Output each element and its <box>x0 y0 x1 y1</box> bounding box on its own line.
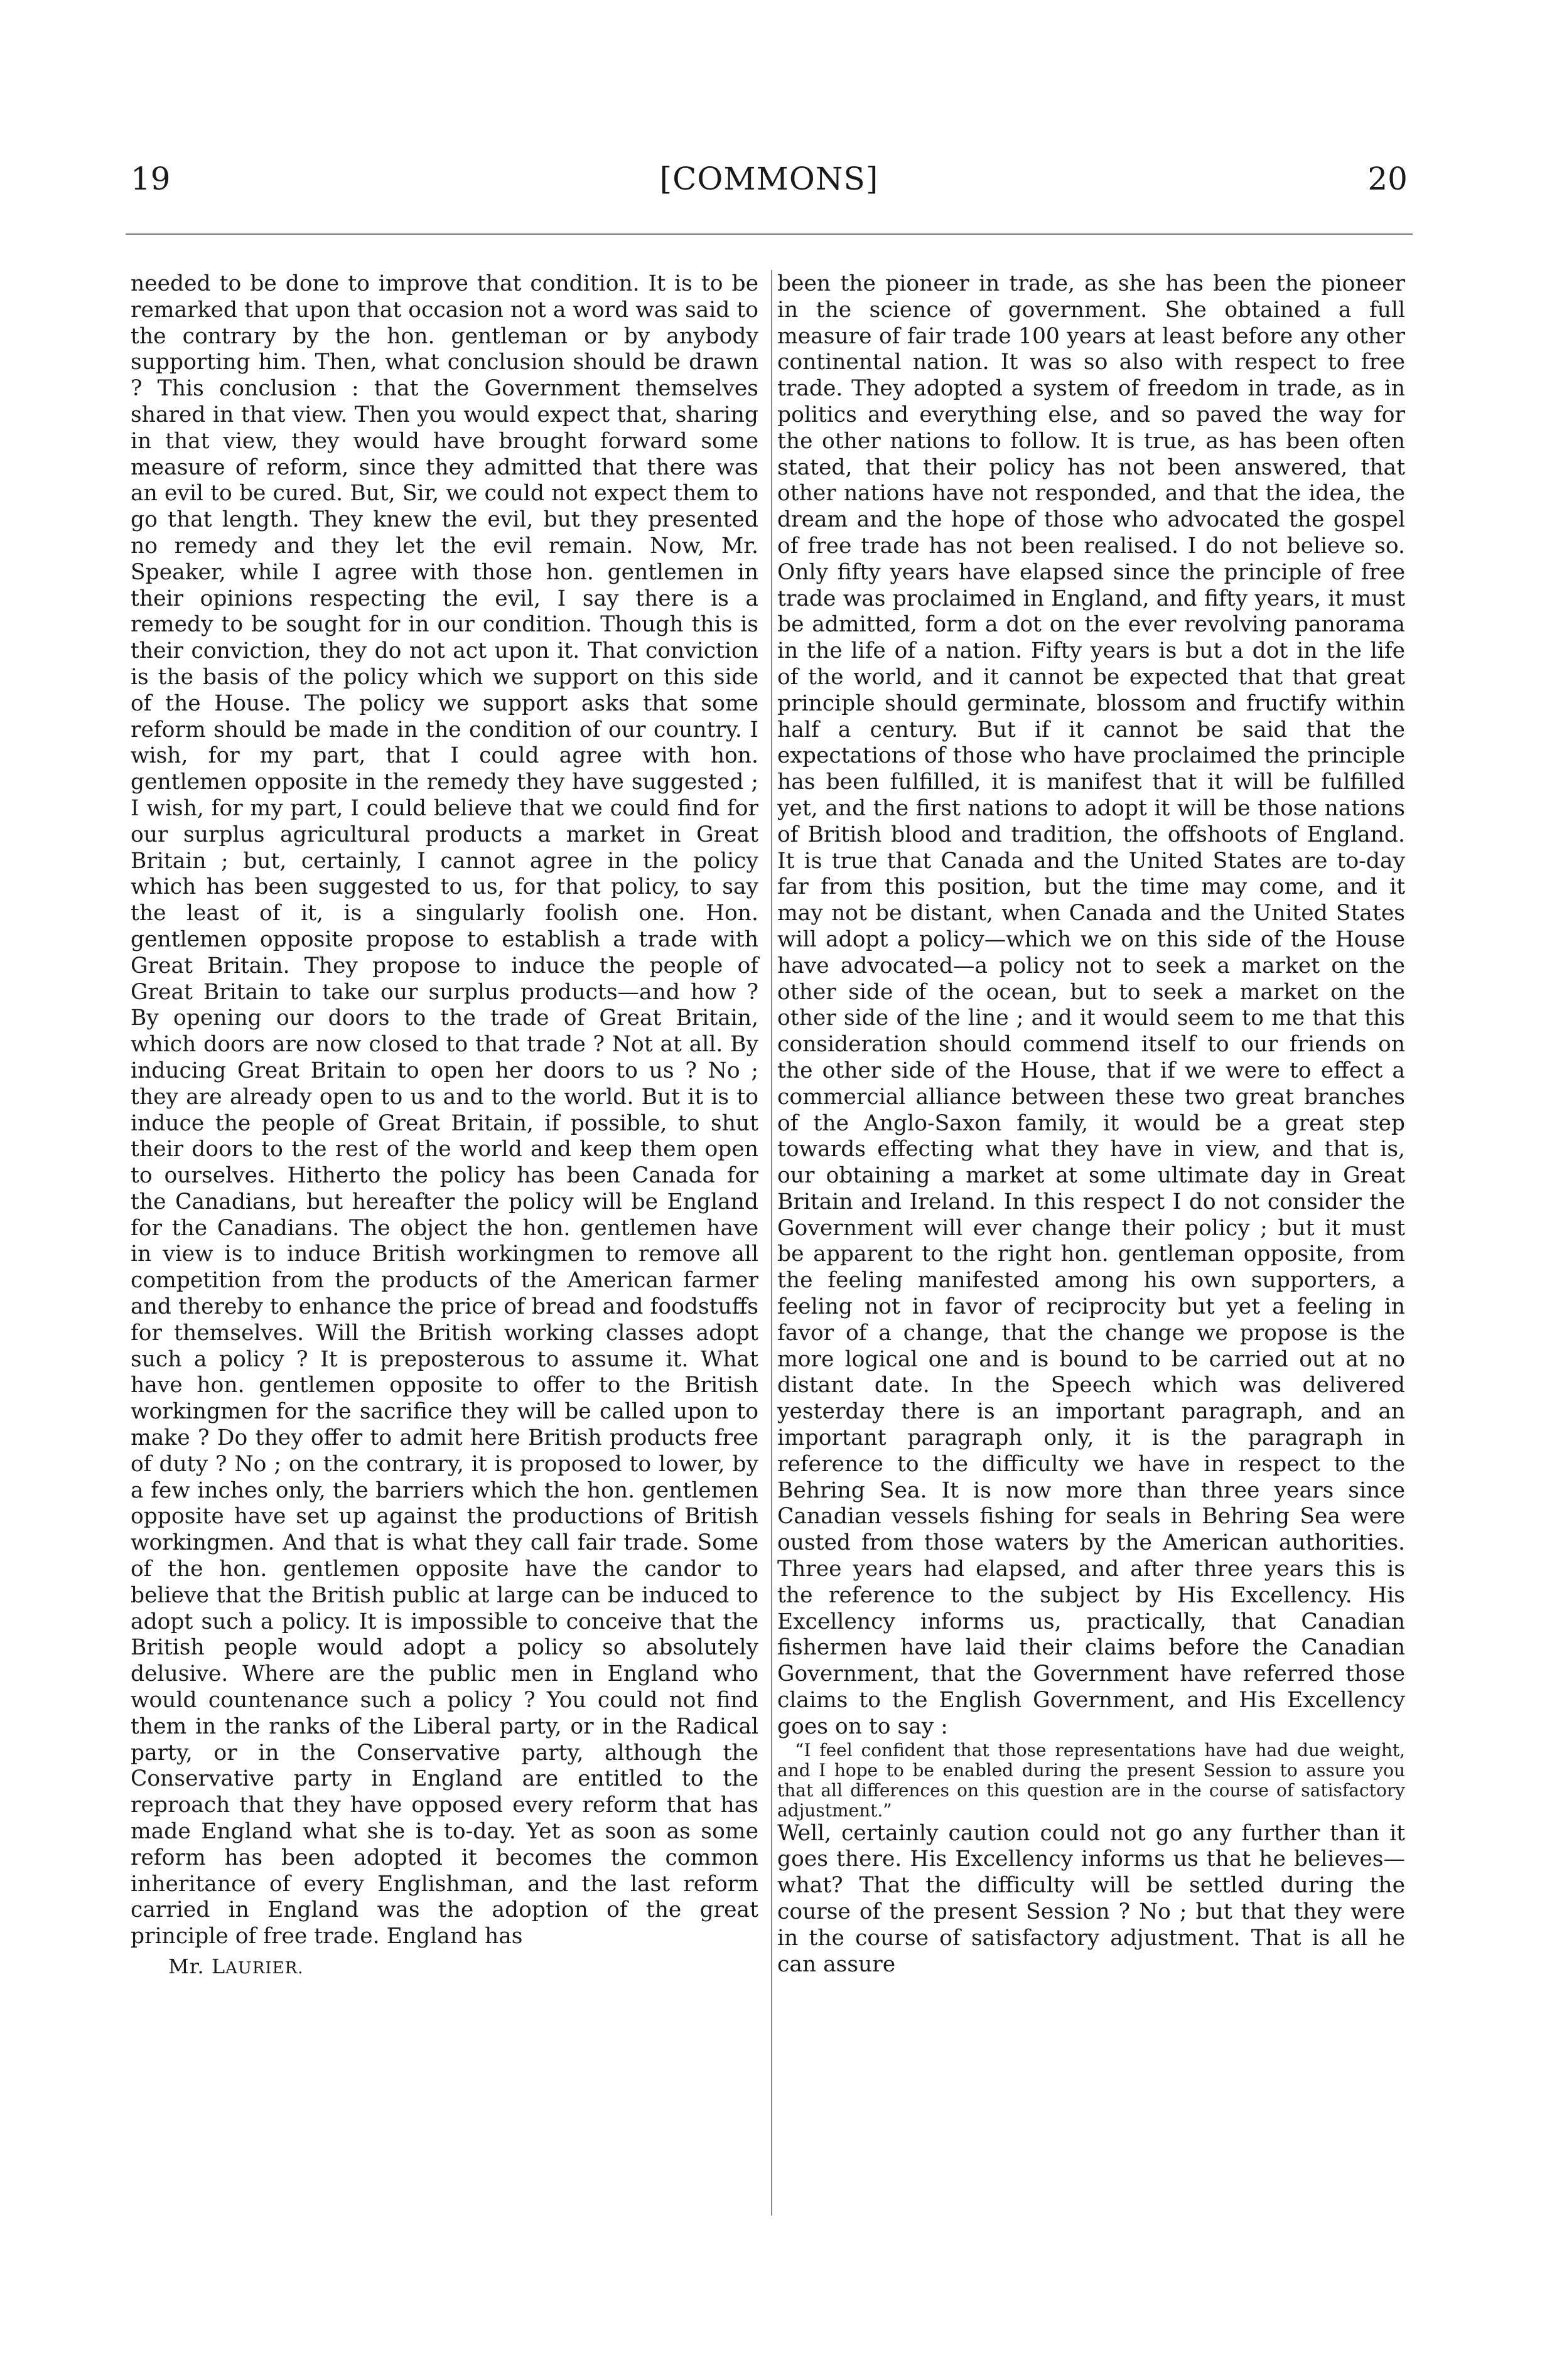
column-divider <box>771 270 772 2216</box>
right-column-text-1: been the pioneer in trade, as she has been the pioneer in the science of government. She obtained a full measure of fair trade 100 years at least before any other continental nation. It was so also with respect to free trade. They adopted a system of freedom in trade, as in politics and everything else, and so paved the way for the other nations to follow. It is true, as has been often stated, that their policy has not been answered, that other nations have not responded, and that the idea, the dream and the hope of those who advocated the gospel of free trade has not been realised. I do not believe so. Only fifty years have elapsed since the principle of free trade was proclaimed in England, and fifty years, it must be admitted, form a dot on the ever revolving panorama in the life of a nation. Fifty years is but a dot in the life of the world, and it cannot be expected that that great principle should germinate, blossom and fructify within half a century. But if it cannot be said that the expectations of those who have proclaimed the principle has been fulfilled, it is manifest that it will be fulfilled yet, and the first nations to adopt it will be those nations of British blood and tradition, the offshoots of England. It is true that Canada and the United States are to-day far from this position, but the time may come, and it may not be distant, when Canada and the United States will adopt a policy—which we on this side of the House have advocated—a policy not to seek a market on the other side of the ocean, but to seek a market on the other side of the line ; and it would seem to me that this consideration should commend itself to our friends on the other side of the House, that if we were to effect a commercial alliance between these two great branches of the Anglo-Saxon family, it would be a great step towards effecting what they have in view, and that is, our obtaining a market at some ultimate day in Great Britain and Ireland. In this respect I do not consider the Government will ever change their policy ; but it must be apparent to the right hon. gentleman opposite, from the feeling manifested among his own supporters, a feeling not in favor of reciprocity but yet a feeling in favor of a change, that the change we propose is the more logical one and is bound to be carried out at no distant date. In the Speech which was delivered yesterday there is an important paragraph, and an important paragraph only, it is the paragraph in reference to the difficulty we have in respect to the Behring Sea. It is now more than three years since Canadian vessels fishing for seals in Behring Sea were ousted from those waters by the American authorities. Three years had elapsed, and after three years this is the reference to the subject by His Excellency. His Excellency informs us, practically, that Canadian fishermen have laid their claims before the Canadian Government, that the Government have referred those claims to the English Government, and His Excellency goes on to say : <box>777 271 1405 1739</box>
page-number-left: 19 <box>131 161 171 197</box>
left-column-text: needed to be done to improve that condition. It is to be remarked that upon that occasion not a word was said to the contrary by the hon. gentleman or by anybody supporting him. Then, what conclusion should be drawn ? This conclusion : that the Government themselves shared in that view. Then you would expect that, sharing in that view, they would have brought forward some measure of reform, since they admitted that there was an evil to be cured. But, Sir, we could not expect them to go that length. They knew the evil, but they presented no remedy and they let the evil remain. Now, Mr. Speaker, while I agree with those hon. gentlemen in their opinions respecting the evil, I say there is a remedy to be sought for in our condition. Though this is their conviction, they do not act upon it. That conviction is the basis of the policy which we support on this side of the House. The policy we support asks that some reform should be made in the condition of our country. I wish, for my part, that I could agree with hon. gentlemen opposite in the remedy they have suggested ; I wish, for my part, I could believe that we could find for our surplus agricultural products a market in Great Britain ; but, certainly, I cannot agree in the policy which has been suggested to us, for that policy, to say the least of it, is a singularly foolish one. Hon. gentlemen opposite propose to establish a trade with Great Britain. They propose to induce the people of Great Britain to take our surplus products—and how ? By opening our doors to the trade of Great Britain, which doors are now closed to that trade ? Not at all. By inducing Great Britain to open her doors to us ? No ; they are already open to us and to the world. But it is to induce the people of Great Britain, if possible, to shut their doors to the rest of the world and keep them open to ourselves. Hitherto the policy has been Canada for the Canadians, but hereafter the policy will be England for the Canadians. The object the hon. gentlemen have in view is to induce British workingmen to remove all competition from the products of the American farmer and thereby to enhance the price of bread and foodstuffs for themselves. Will the British working classes adopt such a policy ? It is preposterous to assume it. What have hon. gentlemen opposite to offer to the British workingmen for the sacrifice they will be called upon to make ? Do they offer to admit here British products free of duty ? No ; on the contrary, it is proposed to lower, by a few inches only, the barriers which the hon. gentlemen opposite have set up against the productions of British workingmen. And that is what they call fair trade. Some of the hon. gentlemen opposite have the candor to believe that the British public at large can be induced to adopt such a policy. It is impossible to conceive that the British people would adopt a policy so absolutely delusive. Where are the public men in England who would countenance such a policy ? You could not find them in the ranks of the Liberal party, or in the Radical party, or in the Conservative party, although the Conservative party in England are entitled to the reproach that they have opposed every reform that has made England what she is to-day. Yet as soon as some reform has been adopted it becomes the common inheritance of every Englishman, and the last reform carried in England was the adoption of the great principle of free trade. England has <box>131 271 758 1949</box>
signature-prefix: Mr. L <box>168 1954 226 1978</box>
signature-rest: AURIER. <box>225 1959 304 1978</box>
page-number-right: 20 <box>1367 161 1408 197</box>
speaker-signature <box>168 1954 758 1982</box>
running-title: [COMMONS] <box>659 161 879 197</box>
left-column <box>131 271 758 1982</box>
speech-quotation: “I feel confident that those representations have had due weight, and I hope to be enabled during the present Session to assure you that all differences on this question are in the course of satisfactory adjustment.” <box>777 1739 1405 1821</box>
right-column-text-2: Well, certainly caution could not go any further than it goes there. His Excellency informs us that he believes—what? That the difficulty will be settled during the course of the present Session ? No ; but that they were in the course of satisfactory adjustment. That is all he can assure <box>777 1820 1405 1977</box>
page-header <box>126 154 1413 204</box>
right-column <box>777 271 1405 1978</box>
header-rule <box>126 233 1413 235</box>
